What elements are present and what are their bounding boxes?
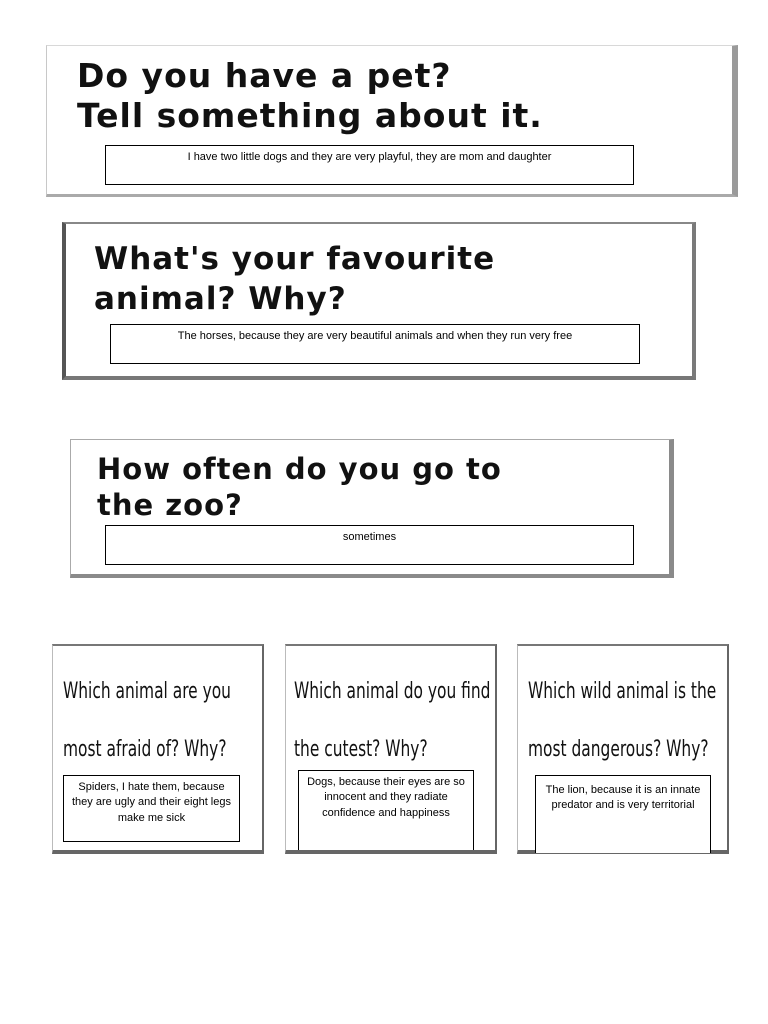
- question-line-2: the cutest? Why?: [294, 737, 428, 762]
- question-line-2: Tell something about it.: [77, 96, 543, 135]
- question-card-pet: [46, 45, 738, 197]
- question-line-2: most dangerous? Why?: [528, 737, 709, 762]
- question-card-afraid: [52, 644, 264, 854]
- question-line-2: most afraid of? Why?: [63, 737, 227, 762]
- question-line-2: the zoo?: [97, 488, 243, 522]
- question-card-zoo: [70, 439, 674, 578]
- question-line-1: Which animal are you: [63, 679, 231, 704]
- question-card-favourite-animal: [62, 222, 696, 380]
- question-line-1: Do you have a pet?: [77, 56, 452, 95]
- question-card-cutest: [285, 644, 497, 854]
- question-line-1: Which wild animal is the: [528, 679, 717, 704]
- question-line-1: Which animal do you find: [294, 679, 491, 704]
- answer-box[interactable]: sometimes: [105, 525, 634, 565]
- question-line-1: How often do you go to: [97, 452, 502, 486]
- question-line-1: What's your favourite: [94, 241, 496, 277]
- question-card-dangerous: [517, 644, 729, 854]
- answer-box[interactable]: Dogs, because their eyes are so innocent and they radiate confidence and happiness: [298, 770, 474, 850]
- answer-box[interactable]: I have two little dogs and they are very playful, they are mom and daughter: [105, 145, 634, 185]
- answer-box[interactable]: Spiders, I hate them, because they are ugly and their eight legs make me sick: [63, 775, 240, 842]
- answer-box[interactable]: The lion, because it is an innate predator and is very territorial: [535, 775, 711, 853]
- answer-box[interactable]: The horses, because they are very beautiful animals and when they run very free: [110, 324, 640, 364]
- question-line-2: animal? Why?: [94, 281, 347, 317]
